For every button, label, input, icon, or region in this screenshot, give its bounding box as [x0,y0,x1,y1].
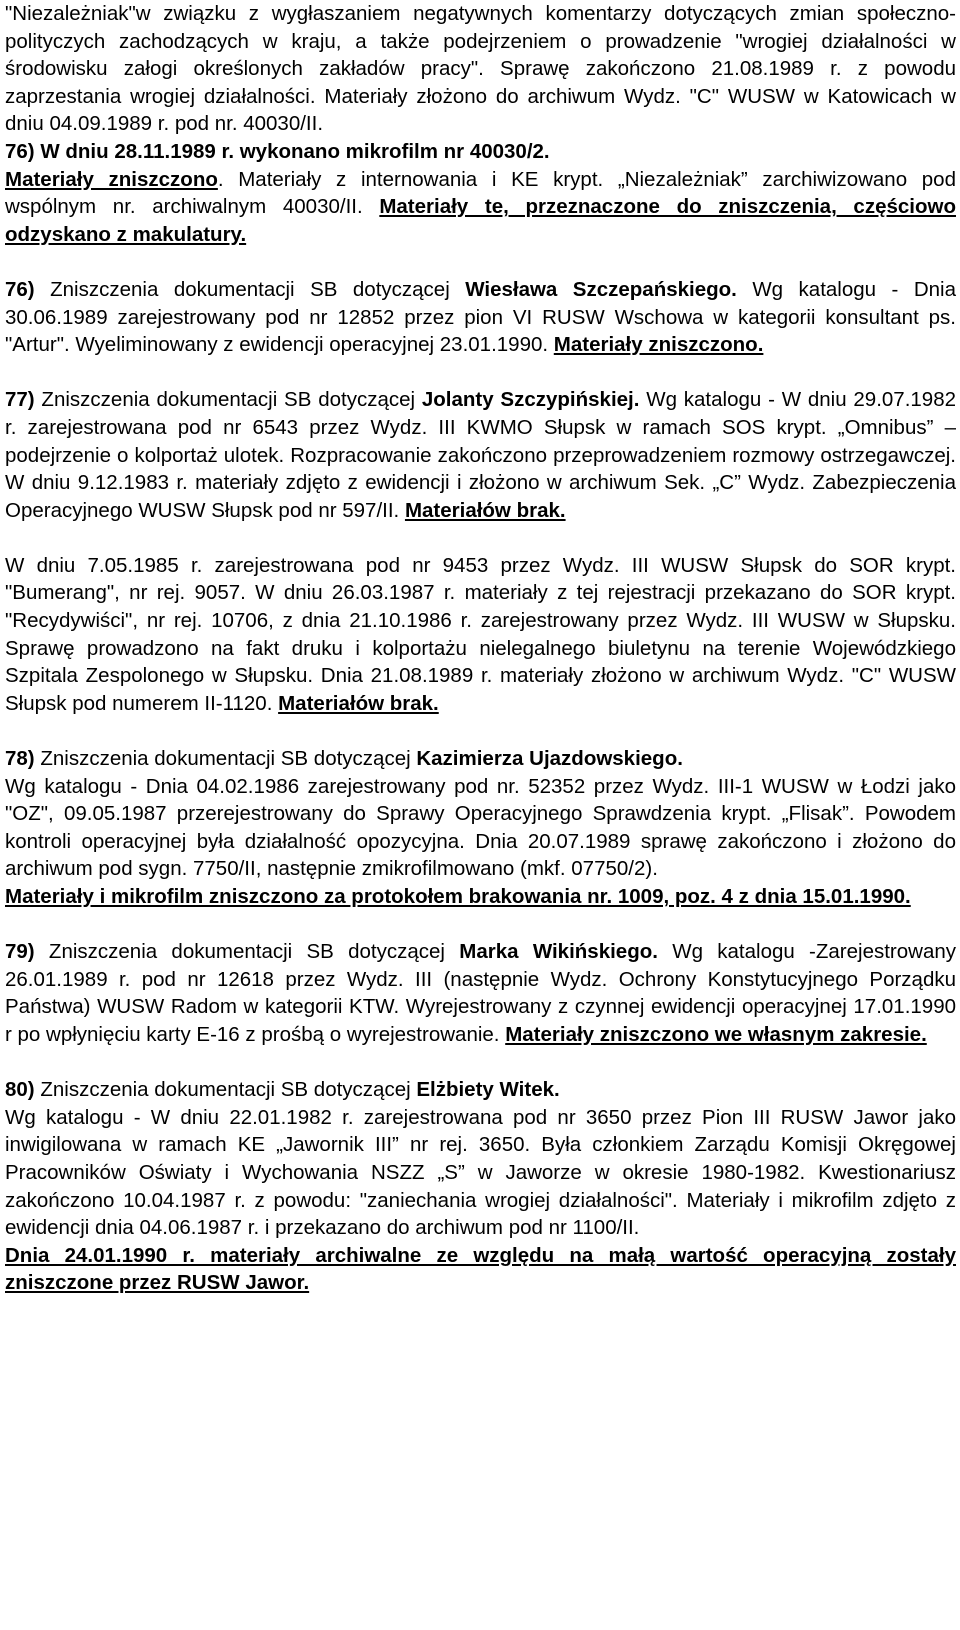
entry-body-block [5,773,956,883]
entry-body-block [5,1104,956,1242]
spacer [5,524,956,552]
entry-lead: Zniszczenia dokumentacji SB dotyczącej [34,747,417,771]
entry-body: Wg katalogu - Dnia 04.02.1986 zarejestrowany pod nr. 52352 przez Wydz. III-1 WUSW w Łodzi jako "OZ", 09.05.1987 przerejestrowany do Sprawy Operacyjnego Sprawdzenia krypt. „Flisak”. Powodem kontroli operacyjnej była działalność opozycyjna. Dnia 20.07.1989 sprawę zakończono i złożono do archiwum pod sygn. 7750/II, następnie zmikrofilmowano (mkf. 07750/2). [5,774,956,881]
entry-number: 78) [5,747,35,771]
entry-body: Wg katalogu -Zarejestrowany 26.01.1989 r. pod nr 12618 przez Wydz. III (następnie Wydz. Ochrony Konstytucyjnego Porządku Państwa) WUSW Radom w kategorii KTW. Wyrejestrowany z czynnej ewidencji operacyjnej 17.01.1990 r po wpłynięciu karty E-16 z prośbą o wyrejestrowanie. [5,940,957,1046]
entry-outcome: Dnia 24.01.1990 r. materiały archiwalne ze względu na małą wartość operacyjną zostały zniszczone przez RUSW Jawor. [5,1243,956,1295]
entry-lead: Zniszczenia dokumentacji SB dotyczącej [34,277,466,301]
entry-number: 77) [5,388,35,412]
paragraph-niezalezniak-case [5,0,956,138]
entry-outcome: Materiałów brak. [404,498,566,522]
spacer [5,717,956,745]
entry-body: W dniu 7.05.1985 r. zarejestrowana pod nr 9453 przez Wydz. III WUSW Słupsk do SOR krypt. "Bumerang", nr rej. 9057. W dniu 26.03.1987 r. materiały z tej rejestracji przekazano do SOR krypt. "Recydywiści", nr rej. 10706, z dnia 21.10.1986 r. zarejestrowany przez Wydz. III WUSW w Słupsku. Sprawę prowadzono na fakt druku i kolportażu nielegalnego biuletynu na terenie Wojewódzkiego Szpitala Zespolonego w Słupsku. Dnia 21.08.1989 r. materiały złożono w archiwum Wydz. "C" WUSW Słupsk pod numerem II-1120. [5,553,956,715]
entry-body: Wg katalogu - W dniu 29.07.1982 r. zarejestrowana pod nr 6543 przez Wydz. III KWMO Słupsk w ramach SOS krypt. „Omnibus” – podejrzenie o kolportaż ulotek. Rozpracowanie zakończono przeprowadzeniem rozmowy ostrzegawczej. W dniu 9.12.1983 r. materiały zdjęto z ewidencji i złożono w archiwum Sek. „C” Wydz. Zabezpieczenia Operacyjnego WUSW Słupsk pod nr 597/II. [5,388,957,522]
person-name: Marka Wikińskiego. [459,940,658,964]
spacer [5,359,956,387]
person-name: Kazimierza Ujazdowskiego. [416,747,683,771]
entry-77 [5,386,956,524]
entry-number: 79) [5,940,35,964]
spacer [5,911,956,939]
entry-78 [5,745,956,911]
person-name: Elżbiety Witek. [416,1078,560,1102]
entry-outcome: Materiały i mikrofilm zniszczono za protokołem brakowania nr. 1009, poz. 4 z dnia 15.01.1990. [5,885,911,908]
entry-outcome: Materiały zniszczono we własnym zakresie. [505,1022,927,1046]
entry-body: Wg katalogu - W dniu 22.01.1982 r. zarejestrowana pod nr 3650 przez Pion III RUSW Jawor jako inwigilowana w ramach KE „Jawornik III” nr rej. 3650. Była członkiem Zarządu Komisji Okręgowej Pracowników Oświaty i Wychowania NSZZ „S” w Jaworze w okresie 1980-1982. Kwestionariusz zakończono 10.04.1987 r. z powodu: "zaniechania wrogiej działalności". Materiały i mikrofilm zdjęto z ewidencji dnia 04.06.1987 r. i przekazano do archiwum pod nr 1100/II. [5,1105,956,1240]
person-name: Jolanty Szczypińskiej. [421,388,640,412]
entry-number: 80) [5,1078,35,1102]
entry-80 [5,1076,956,1297]
microfilm-line [5,138,956,166]
paragraph-entry-76-microfilm [5,138,956,248]
outcome-destroyed: Materiały zniszczono [5,167,218,191]
entry-lead: Zniszczenia dokumentacji SB dotyczącej [34,388,422,412]
entry-outcome: Materiałów brak. [278,691,439,715]
entry-79 [5,938,956,1048]
entry-lead: Zniszczenia dokumentacji SB dotyczącej [34,1078,417,1102]
entry-line-76: 76) W dniu 28.11.1989 r. wykonano mikrofilm nr 40030/2. [5,139,550,163]
entry-outcome: Materiały zniszczono. [553,333,764,357]
paragraph-text: "Niezależniak"w związku z wygłaszaniem negatywnych komentarzy dotyczących zmian społeczno-polityczych zachodzących w kraju, a także podejrzeniem o prowadzenie "wrogiej działalności w środowisku załogi określonych zakładów pracy". Sprawę zakończono 21.08.1989 r. z powodu zaprzestania wrogiej działalności. Materiały złożono do archiwum Wydz. "C" WUSW w Katowicach w dniu 04.09.1989 r. pod nr. 40030/II. [5,2,956,136]
person-name: Wiesława Szczepańskiego. [465,277,737,301]
entry-76 [5,276,956,359]
entry-77-continuation [5,552,956,718]
entry-body: . Materiały z internowania i KE krypt. „Niezależniak” zarchiwizowano pod wspólnym nr. archiwalnym 40030/II. [5,167,956,219]
entry-body: Wg katalogu - Dnia 30.06.1989 zarejestrowany pod nr 12852 przez pion VI RUSW Wschowa w kategorii konsultant ps. "Artur". Wyeliminowany z ewidencji operacyjnej 23.01.1990. [5,277,956,357]
entry-lead: Zniszczenia dokumentacji SB dotyczącej [34,940,460,964]
outcome-recovered: Materiały te, przeznaczone do zniszczenia, częściowo odzyskano z makulatury. [5,195,956,246]
entry-number: 76) [5,277,35,301]
spacer [5,248,956,276]
spacer [5,1049,956,1077]
